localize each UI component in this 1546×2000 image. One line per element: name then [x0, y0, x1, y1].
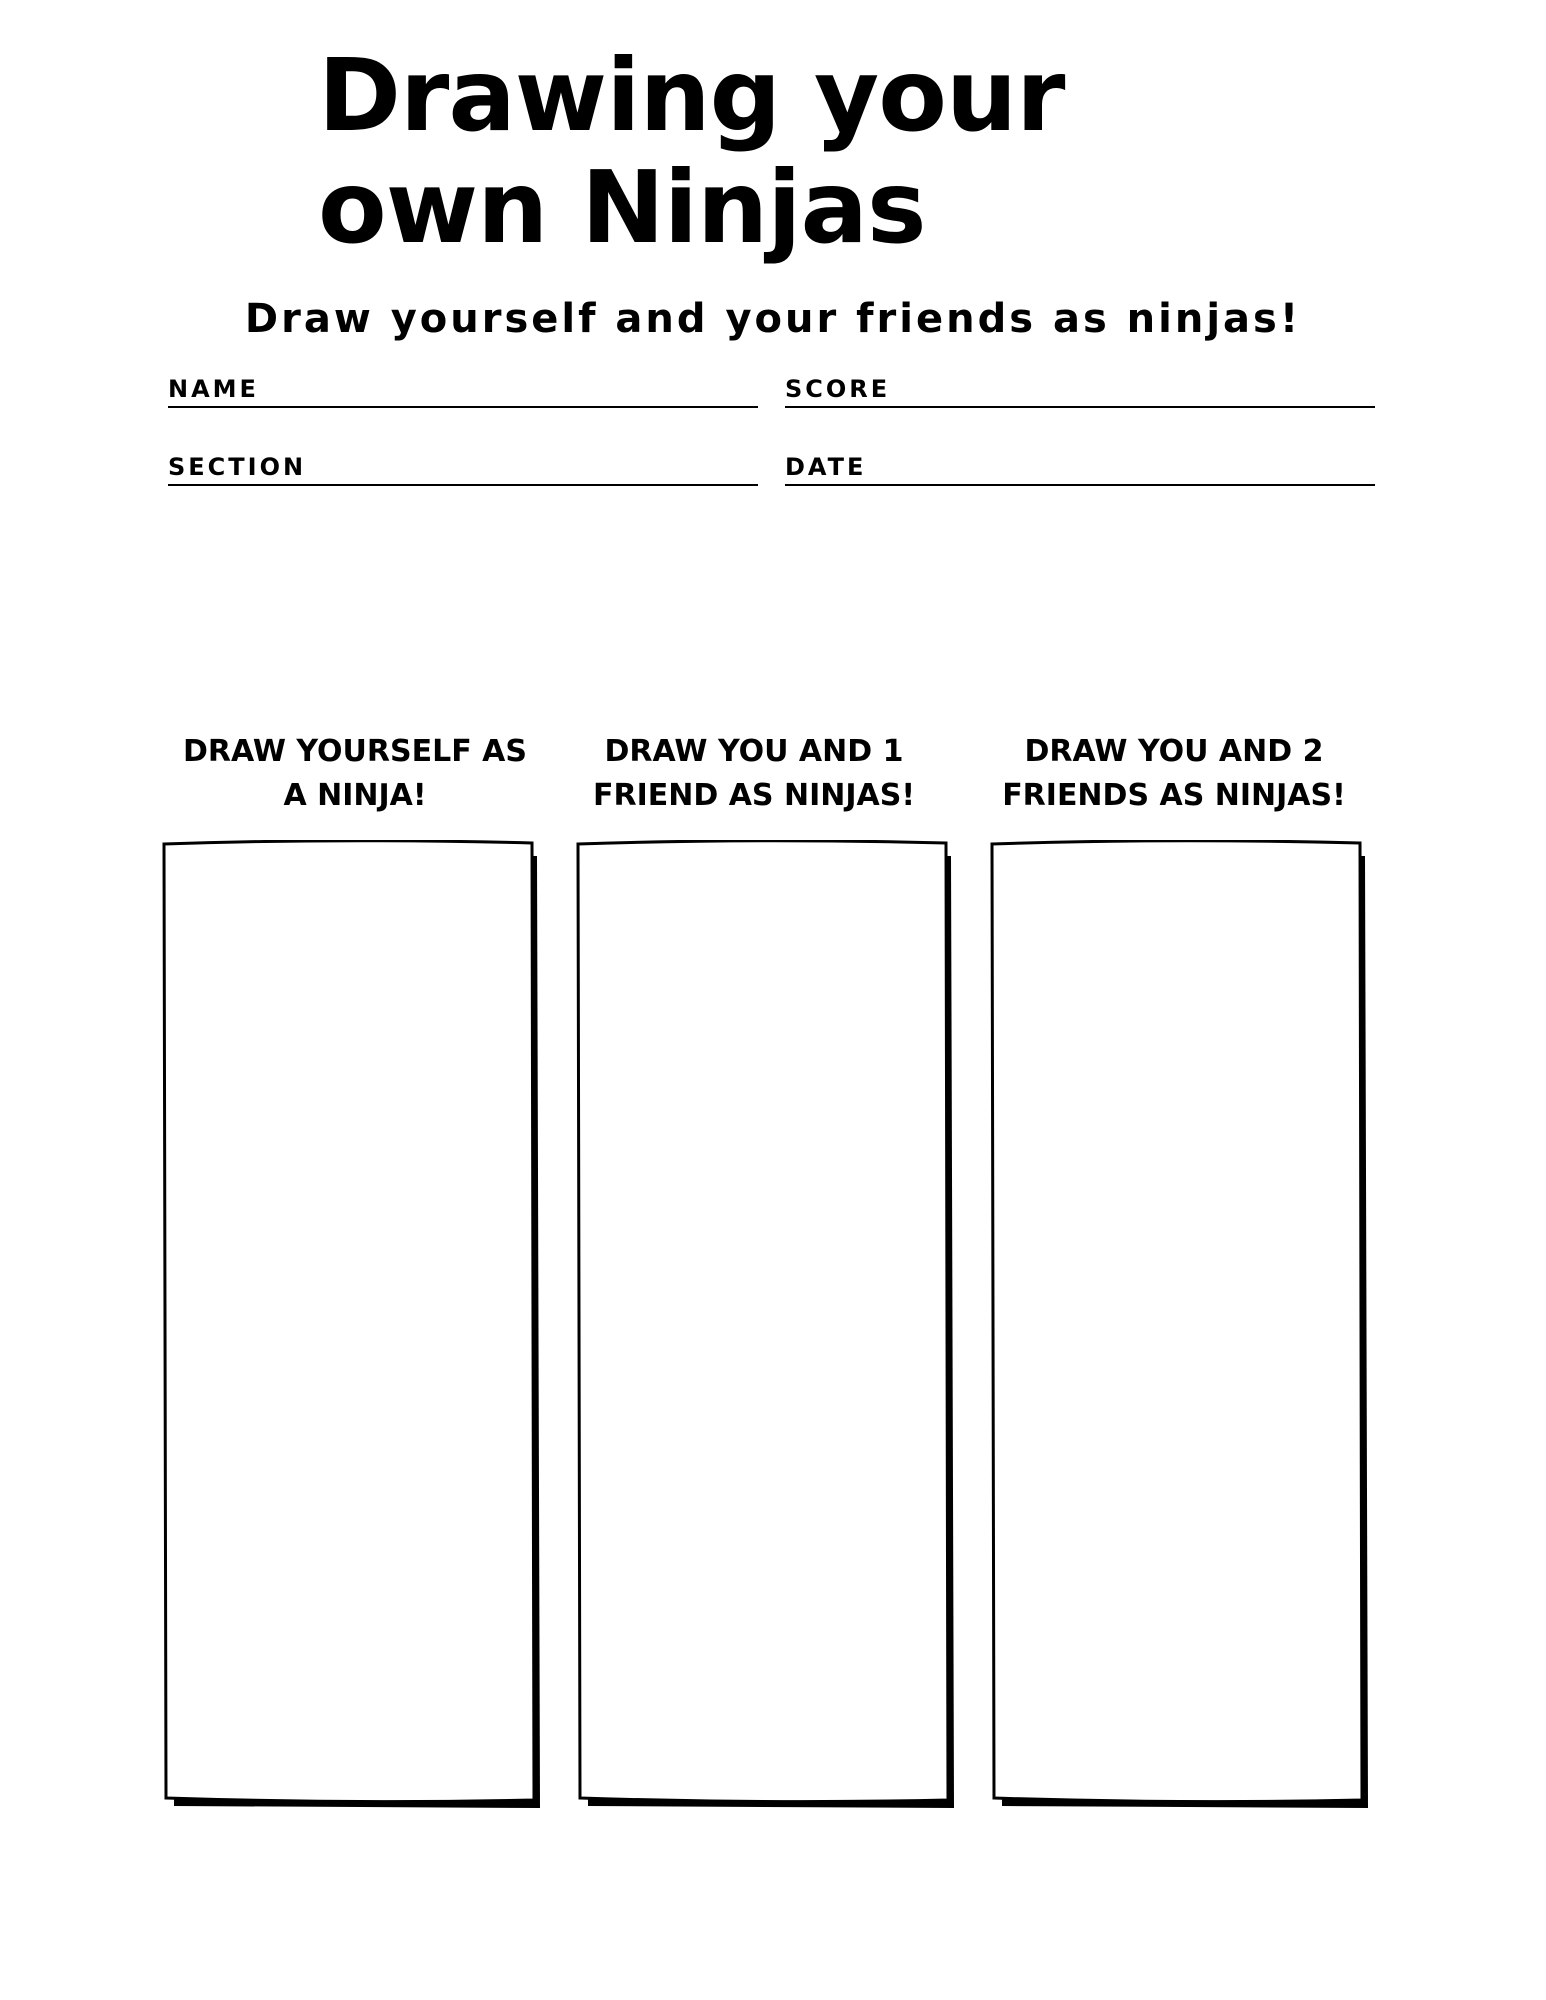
worksheet-title: Drawing your own Ninjas	[318, 37, 1065, 266]
panel-3-prompt: DRAW YOU AND 2 FRIENDS AS NINJAS!	[1002, 734, 1346, 813]
drawing-box-1[interactable]	[162, 840, 542, 1810]
date-field[interactable]	[785, 448, 1375, 486]
worksheet-subtitle: Draw yourself and your friends as ninjas!	[244, 296, 1302, 342]
panel-2-prompt: DRAW YOU AND 1 FRIEND AS NINJAS!	[592, 734, 916, 813]
drawing-box-1-frame	[162, 840, 542, 1810]
drawing-box-2-frame	[576, 840, 956, 1810]
name-field[interactable]	[168, 370, 758, 408]
score-field[interactable]	[785, 370, 1375, 408]
drawing-box-2[interactable]	[576, 840, 956, 1810]
name-label: NAME	[168, 375, 259, 403]
drawing-box-3-frame	[990, 840, 1370, 1810]
section-field[interactable]	[168, 448, 758, 486]
date-label: DATE	[785, 453, 867, 481]
drawing-box-3[interactable]	[990, 840, 1370, 1810]
panel-1-prompt: DRAW YOURSELF AS A NINJA!	[182, 734, 527, 813]
score-label: SCORE	[785, 375, 891, 403]
section-label: SECTION	[168, 453, 307, 481]
